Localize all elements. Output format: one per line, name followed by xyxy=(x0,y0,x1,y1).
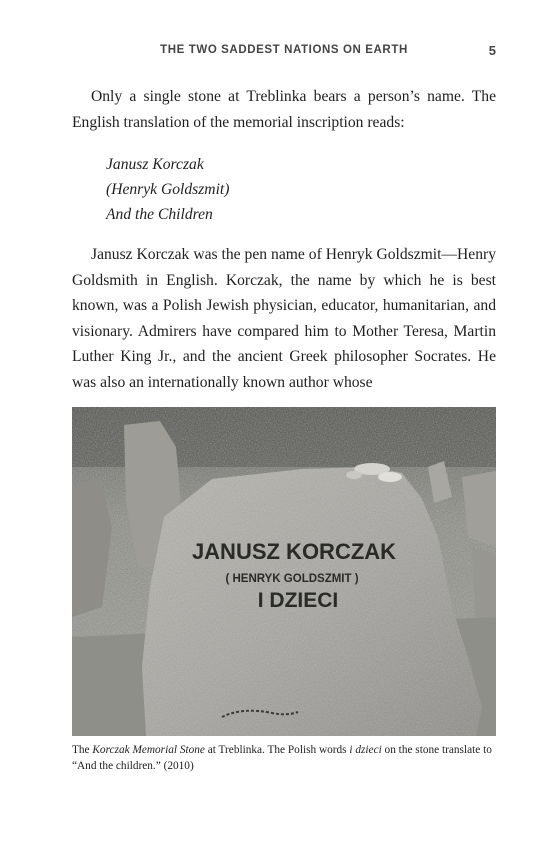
stone-inscription-line-1: JANUSZ KORCZAK xyxy=(191,539,397,564)
running-header xyxy=(72,44,496,62)
photo-caption xyxy=(72,743,496,774)
caption-text-1: The xyxy=(72,744,93,756)
inscription-line-1: Janusz Korczak xyxy=(106,156,204,173)
paragraph-intro-text: Only a single stone at Treblinka bears a person’s name. The English translation of the memorial inscription reads: xyxy=(72,88,496,131)
caption-italic-stone-name: Korczak Memorial Stone xyxy=(92,744,205,756)
memorial-stone-photo xyxy=(72,407,496,736)
paragraph-intro xyxy=(72,84,496,135)
caption-text-3: on the stone translate to “And the children.” (2010) xyxy=(72,744,492,772)
paragraph-korczak xyxy=(72,242,496,395)
inscription-line-2: (Henryk Goldszmit) xyxy=(106,181,230,199)
caption-text-2: at Treblinka. The Polish words xyxy=(204,744,350,756)
stone-inscription-line-3: I DZIECI xyxy=(257,589,339,612)
page-number: 5 xyxy=(488,43,496,58)
running-title: THE TWO SADDEST NATIONS ON EARTH xyxy=(160,44,408,56)
paragraph-korczak-text: Janusz Korczak was the pen name of Henryk Goldszmit—Henry Goldsmith in English. Korczak, the name by which he is best known, was a Polish Jewish physician, educator, humanitarian, and visionary. Admirers have compared him to Mother Teresa, Martin Luther King Jr., and the ancient Greek philosopher Socrates. He was also an internationally known author whose xyxy=(72,246,496,391)
stone-inscription-line-2: ( HENRYK GOLDSZMIT ) xyxy=(225,573,359,585)
inscription-quote xyxy=(106,152,229,228)
inscription-line-3: And the Children xyxy=(106,206,213,224)
caption-italic-polish-words: i dzieci xyxy=(349,744,382,756)
